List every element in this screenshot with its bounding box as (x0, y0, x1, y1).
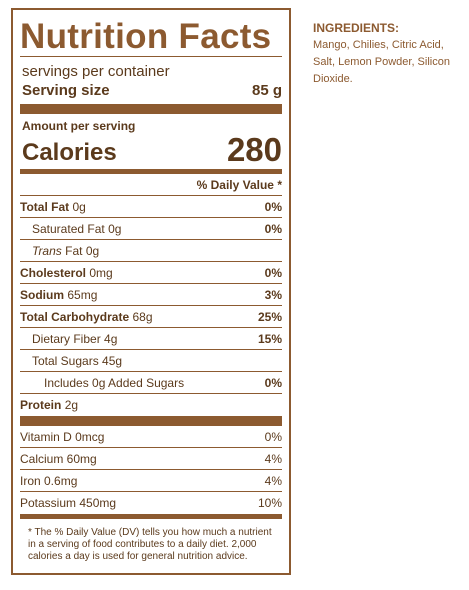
label-title: Nutrition Facts (20, 17, 272, 56)
nutrient-row-dietary-fiber (20, 328, 282, 350)
serving-size-row (20, 81, 282, 104)
vitamin-pct: 0% (264, 429, 282, 444)
servings-per-container: servings per container (22, 63, 170, 80)
ingredients-block (313, 20, 463, 88)
vitamin-name: Potassium 450mg (20, 496, 117, 510)
nutrient-amount: 65mg (67, 287, 98, 302)
nutrient-name: Total Carbohydrate (20, 309, 130, 324)
divider-thick (20, 104, 282, 114)
nutrient-amount: 68g (132, 309, 153, 324)
vitamin-name: Iron 0.6mg (20, 473, 78, 488)
calories-row (20, 133, 282, 169)
nutrient-name: Trans (32, 243, 62, 258)
nutrient-amount: 2g (64, 398, 79, 412)
vitamin-row-vitamin-d (20, 426, 282, 448)
nutrient-row-cholesterol (20, 262, 282, 284)
nutrient-amount: 4g (104, 331, 118, 346)
nutrient-name: Sodium (20, 287, 64, 302)
serving-size-label: Serving size (22, 82, 110, 99)
amount-per-serving: Amount per serving (22, 119, 136, 133)
nutrient-name: Protein (20, 398, 62, 412)
nutrient-name: Includes 0g Added Sugars (44, 375, 185, 390)
nutrient-row-added-sugars (20, 372, 282, 394)
nutrient-pct: 0% (264, 199, 282, 214)
nutrient-amount: 0g (72, 199, 86, 214)
vitamin-pct: 10% (257, 496, 282, 510)
nutrient-pct: 15% (257, 331, 282, 346)
nutrient-amount: 0g (108, 221, 122, 236)
nutrient-row-trans-fat (20, 240, 282, 262)
ingredients-list: Mango, Chilies, Citric Acid, Salt, Lemon Powder, Silicon Dioxide. (313, 39, 450, 85)
nutrient-row-saturated-fat (20, 218, 282, 240)
vitamin-row-iron (20, 470, 282, 492)
vitamin-name: Vitamin D 0mcg (20, 429, 105, 444)
nutrient-row-protein (20, 394, 282, 416)
ingredients-title: INGREDIENTS: (313, 21, 400, 35)
nutrient-name: Saturated Fat (32, 221, 105, 236)
nutrient-pct: 0% (264, 265, 282, 280)
vitamin-name: Calcium 60mg (20, 451, 97, 466)
nutrition-facts-label (11, 8, 291, 575)
nutrient-pct: 0% (264, 375, 282, 390)
nutrient-pct: 0% (264, 221, 282, 236)
nutrient-pct: 25% (257, 309, 282, 324)
serving-size-value: 85 g (251, 82, 282, 99)
divider (20, 56, 282, 57)
daily-value-header: % Daily Value * (196, 178, 282, 192)
nutrient-name: Dietary Fiber (32, 331, 101, 346)
nutrient-name: Cholesterol (20, 265, 87, 280)
nutrient-amount: Fat 0g (65, 243, 100, 258)
nutrient-pct: 3% (264, 287, 282, 302)
nutrient-name: Total Fat (20, 199, 70, 214)
nutrient-name: Total Sugars (32, 353, 99, 368)
nutrient-row-total-sugars (20, 350, 282, 372)
vitamin-row-potassium (20, 492, 282, 514)
nutrient-row-sodium (20, 284, 282, 306)
nutrient-amount: 0mg (89, 265, 113, 280)
daily-value-footnote: * The % Daily Value (DV) tells you how much a nutrient in a serving of food contributes to a daily diet. 2,000 calories a day is used for general nutrition advice. (28, 527, 272, 562)
vitamin-row-calcium (20, 448, 282, 470)
calories-value: 280 (226, 131, 282, 168)
nutrient-row-total-carbohydrate (20, 306, 282, 328)
calories-label: Calories (22, 139, 117, 166)
vitamin-pct: 4% (264, 451, 282, 466)
nutrient-amount: 45g (102, 353, 123, 368)
divider-thick (20, 416, 282, 426)
vitamin-pct: 4% (264, 473, 282, 488)
nutrient-row-total-fat (20, 196, 282, 218)
